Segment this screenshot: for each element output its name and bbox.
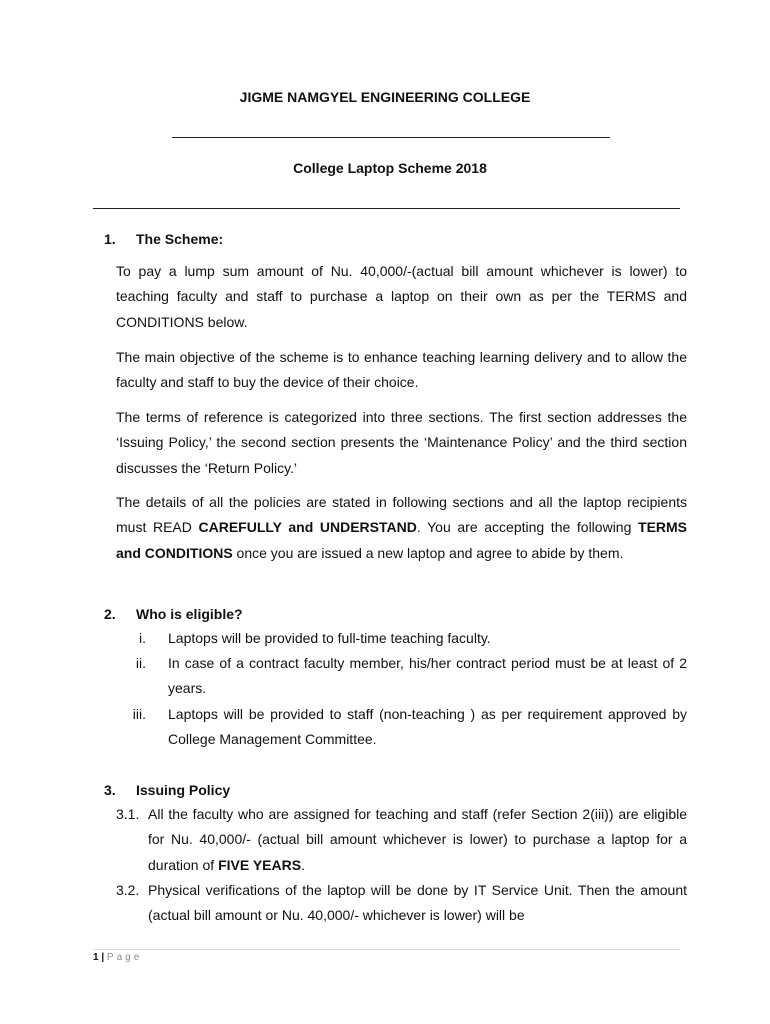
section-title: Who is eligible? (136, 606, 243, 622)
list-item (116, 651, 687, 702)
list-text (148, 802, 687, 878)
list-item (116, 626, 687, 651)
section-number: 1. (104, 231, 116, 247)
item-text-c: . (301, 856, 305, 873)
page-label: Page (106, 952, 143, 963)
scheme-paragraph-4 (116, 490, 687, 566)
list-marker: i. (139, 630, 146, 646)
document-subtitle: College Laptop Scheme 2018 (293, 160, 487, 176)
list-text: Laptops will be provided to staff (non-teaching ) as per requirement approved by College Management Committee. (168, 706, 687, 748)
scheme-paragraph-3: The terms of reference is categorized into three sections. The first section addresses the ‘Issuing Policy,’ the second section presents the ‘Maintenance Policy’ and the third section discusses the ‘Return Policy.’ (116, 409, 687, 476)
p4-text-c: . You are accepting the following (416, 519, 639, 536)
title-divider (172, 137, 610, 138)
list-item (116, 802, 687, 878)
subtitle-divider (93, 208, 680, 209)
college-title: JIGME NAMGYEL ENGINEERING COLLEGE (239, 89, 531, 105)
list-marker: 3.1. (116, 806, 140, 822)
p4-bold-d: TERMS and CONDITIONS (116, 519, 688, 561)
section-number: 3. (104, 782, 116, 798)
page-footer (93, 952, 142, 963)
list-item (116, 878, 687, 929)
list-item (116, 702, 687, 753)
list-text: Laptops will be provided to full-time teaching faculty. (168, 630, 491, 646)
list-text: Physical verifications of the laptop will be done by IT Service Unit. Then the amount (actual bill amount or Nu. 40,000/- whichever is lower) will be (148, 882, 687, 924)
section-title: Issuing Policy (136, 782, 231, 798)
section-number: 2. (104, 606, 116, 622)
footer-separator: | (98, 952, 107, 963)
list-marker: 3.2. (116, 882, 140, 898)
list-text: In case of a contract faculty member, his/her contract period must be at least of 2 years. (168, 655, 687, 697)
p4-text-a: The details of all the policies are stated in following sections and all the laptop recipients must READ (116, 494, 687, 536)
item-bold-b: FIVE YEARS (218, 856, 302, 873)
item-text-a: All the faculty who are assigned for teaching and staff (refer Section 2(iii)) are eligible for Nu. 40,000/- (actual bill amount whichever is lower) to purchase a laptop for a duration of (148, 806, 687, 873)
list-marker: ii. (135, 655, 146, 671)
section-title: The Scheme: (136, 231, 224, 247)
p4-text-e: once you are issued a new laptop and agree to abide by them. (232, 544, 624, 561)
scheme-paragraph-2: The main objective of the scheme is to enhance teaching learning delivery and to allow the faculty and staff to buy the device of their choice. (116, 349, 687, 391)
scheme-paragraph-1: To pay a lump sum amount of Nu. 40,000/-(actual bill amount whichever is lower) to teaching faculty and staff to purchase a laptop on their own as per the TERMS and CONDITIONS below. (116, 263, 687, 330)
p4-bold-b: CAREFULLY and UNDERSTAND (198, 519, 417, 536)
list-marker: iii. (132, 706, 146, 722)
page-number: 1 (93, 952, 99, 963)
footer-divider (93, 949, 680, 950)
